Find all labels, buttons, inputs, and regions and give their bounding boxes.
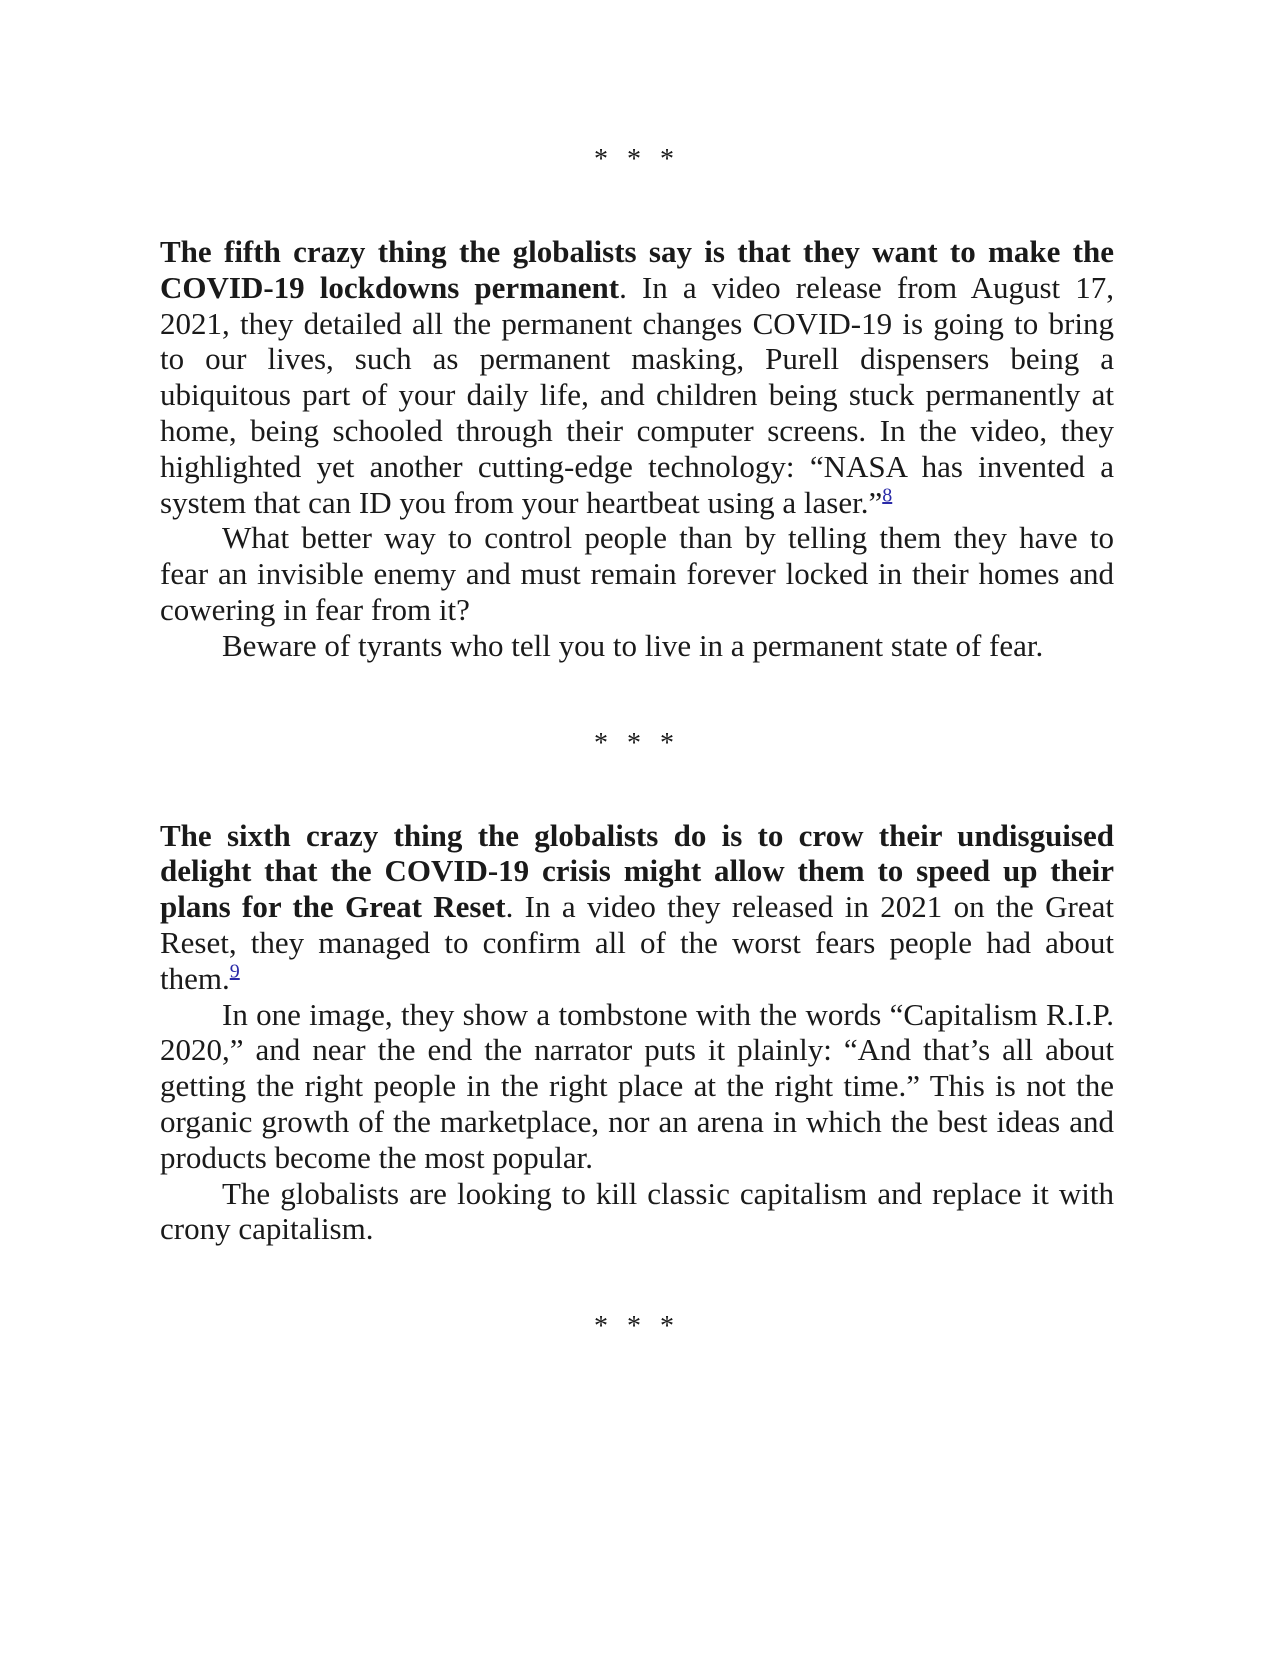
section-separator: * * * <box>594 1311 680 1343</box>
section-separator: * * * <box>594 727 680 759</box>
document-page <box>160 140 1114 1347</box>
lead-paragraph <box>160 818 1114 997</box>
footnote-link[interactable]: 9 <box>229 960 240 983</box>
section-sixth <box>160 818 1114 1248</box>
lead-text: . In a video they released in 2021 on the Great Reset, they managed to confirm all of the worst fears people had about them. <box>160 889 1114 996</box>
bold-lead: The sixth crazy thing the globalists do is to crow their undisguised delight that the COVID-19 crisis might allow them to speed up their plans for the Great Reset <box>160 817 1114 925</box>
lead-text: . In a video release from August 17, 2021, they detailed all the permanent changes COVID-19 is going to bring to our lives, such as permanent masking, Purell dispensers being a ubiquitous part of your daily life, and children being stuck permanently at home, being schooled through their computer screens. In the video, they highlighted yet another cutting-edge technology: “NASA has invented a system that can ID you from your heartbeat using a laser.” <box>160 269 1115 520</box>
body-paragraph: Beware of tyrants who tell you to live in a permanent state of fear. <box>222 627 1044 663</box>
footnote-marker <box>230 960 240 982</box>
body-paragraph: The globalists are looking to kill classic capitalism and replace it with crony capitalism. <box>160 1175 1114 1247</box>
bold-lead: The fifth crazy thing the globalists say is that they want to make the COVID-19 lockdowns permanent <box>160 234 1114 305</box>
section-fifth <box>160 234 1114 664</box>
lead-paragraph <box>160 234 1114 520</box>
footnote-link[interactable]: 8 <box>882 484 893 507</box>
footnote-marker <box>882 484 892 506</box>
body-paragraph: What better way to control people than by telling them they have to fear an invisible enemy and must remain forever locked in their homes and cowering in fear from it? <box>160 520 1114 627</box>
body-paragraph: In one image, they show a tombstone with the words “Capitalism R.I.P. 2020,” and near the end the narrator puts it plainly: “And that’s all about getting the right people in the right place at the right time.” This is not the organic growth of the marketplace, nor an arena in which the best ideas and products become the most popular. <box>160 996 1114 1175</box>
section-separator: * * * <box>594 144 680 175</box>
